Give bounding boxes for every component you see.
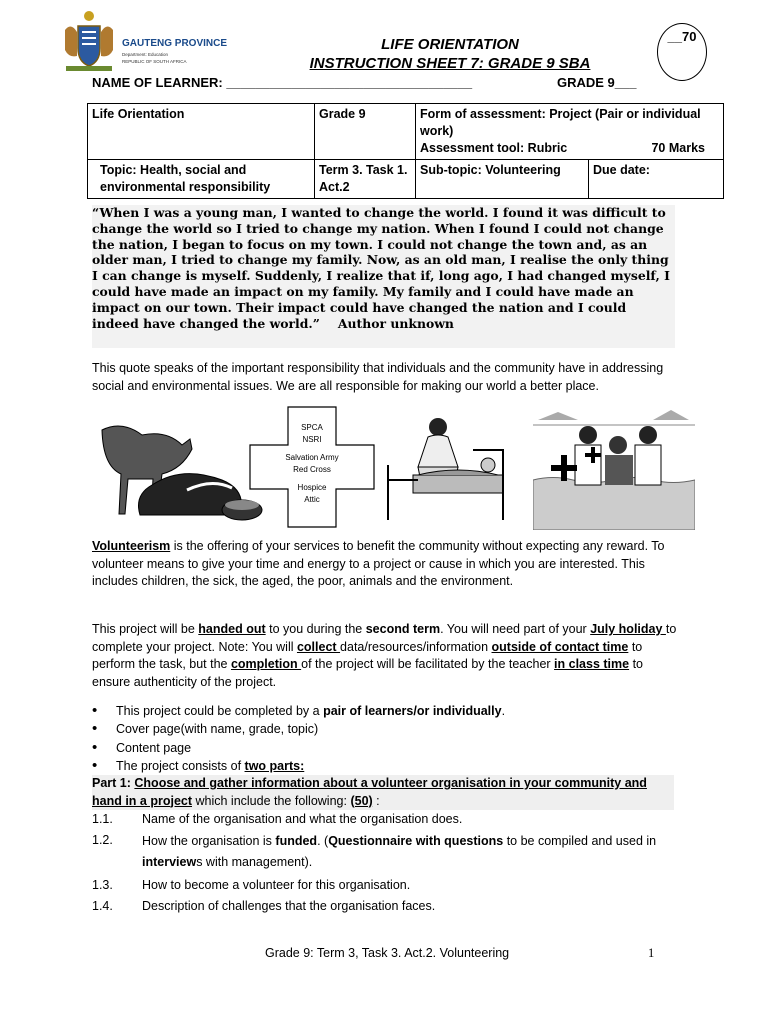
subject-cell: Life Orientation xyxy=(88,104,315,160)
part1-items xyxy=(92,810,692,918)
cross-label-red-cross: Red Cross xyxy=(293,465,331,474)
project-requirements-list xyxy=(92,702,692,775)
list-item: • This project could be completed by a pair of learners/or individually. xyxy=(92,702,692,720)
list-item: 1.2. How the organisation is funded. (Questionnaire with questions to be compiled and used in interviews with management). xyxy=(92,833,657,869)
page-title: LIFE ORIENTATION xyxy=(381,36,519,53)
in-class-time-emphasis: in class time xyxy=(554,657,630,672)
list-item: • The project consists of two parts: xyxy=(92,757,692,775)
form-of-assessment: Form of assessment: Project (Pair or individual work) xyxy=(420,107,701,138)
volunteerism-term: Volunteerism xyxy=(92,539,171,553)
logo-title: GAUTENG PROVINCE xyxy=(122,38,228,49)
outside-contact-time-emphasis: outside of contact time xyxy=(491,639,629,654)
grade-field: GRADE 9___ xyxy=(557,75,637,90)
completion-emphasis: completion xyxy=(230,657,302,672)
page-number: 1 xyxy=(648,946,655,960)
assessment-tool: Assessment tool: Rubric xyxy=(420,141,568,155)
intro-paragraph: This quote speaks of the important responsibility that individuals and the community have in addressing social and environmental issues. We are all responsible for making our world a better place. xyxy=(92,361,664,393)
total-marks: 70 Marks xyxy=(651,141,705,155)
quote-text: “When I was a young man, I wanted to change the world. I found it was difficult to change the world so I tried to change my nation. When I found I could not change the nation, I began to focus on my town. I could not change the town and, as an older man, I tried to change my family. Now, as an old man, I realise the only thing I can change is myself. Suddenly, I realize that if, long ago, I had changed myself, I could have made an impact on my family. My family and I could have made an impact on our town. Their impact could have changed the nation and I could indeed have changed the world.” xyxy=(92,205,670,331)
subtopic-cell: Sub-topic: Volunteering xyxy=(416,160,589,199)
cross-label-attic: Attic xyxy=(304,495,320,504)
handed-out-emphasis: handed out xyxy=(198,622,266,636)
score-circle xyxy=(657,23,707,81)
cross-label-nsri: NSRI xyxy=(302,435,322,444)
july-holiday-emphasis: July holiday xyxy=(590,622,666,636)
due-date-cell: Due date: xyxy=(589,160,724,199)
cross-label-spca: SPCA xyxy=(301,423,323,432)
flood-rescue-illustration xyxy=(533,405,695,530)
assessment-info-table xyxy=(87,103,724,199)
assessment-tool-row xyxy=(420,140,719,157)
list-item: 1.1. Name of the organisation and what the organisation does. xyxy=(92,812,463,826)
quote-author: Author unknown xyxy=(337,315,454,331)
animals-illustration xyxy=(92,405,272,530)
nurse-bed-illustration xyxy=(378,405,513,530)
grade-cell: Grade 9 xyxy=(315,104,416,160)
part1-heading: Part 1: Choose and gather information about a volunteer organisation in your community and hand in a project which include the following: (50) : xyxy=(92,775,674,810)
list-item: • Cover page(with name, grade, topic) xyxy=(92,720,692,738)
list-item: 1.4. Description of challenges that the organisation faces. xyxy=(92,899,436,913)
page-subtitle: INSTRUCTION SHEET 7: GRADE 9 SBA xyxy=(309,55,591,72)
project-paragraph: This project will be handed out to you during the second term. You will need part of your July holiday to complete your project. Note: You will collect data/resources/information outside of contact time to perform the task, but the completion of the project will be facilitated by the teacher in class time to ensure authenticity of the project. xyxy=(92,622,677,689)
topic-cell: Topic: Health, social and environmental responsibility xyxy=(88,160,315,199)
list-item: 1.3. How to become a volunteer for this organisation. xyxy=(92,878,411,892)
logo-country: REPUBLIC OF SOUTH AFRICA xyxy=(122,59,187,64)
score-value: __70 xyxy=(667,29,697,44)
volunteerism-definition: is the offering of your services to benefit the community without expecting any reward. To volunteer means to give your time and energy to a project or cause in which you are interested. This includes children, the sick, the aged, the poor, animals and the environment. xyxy=(92,539,665,589)
page-footer: Grade 9: Term 3, Task 3. Act.2. Volunteering xyxy=(265,946,510,960)
list-item: • Content page xyxy=(92,739,692,757)
coat-of-arms-icon xyxy=(60,8,118,74)
quote-block xyxy=(92,205,675,348)
gauteng-logo xyxy=(60,8,228,74)
second-term-emphasis: second term xyxy=(365,622,441,636)
cross-label-hospice: Hospice xyxy=(297,483,327,492)
learner-name-field: NAME OF LEARNER: __________________________________ xyxy=(92,75,473,90)
logo-dept: Department: Education xyxy=(122,52,169,57)
cross-label-salvation-army: Salvation Army xyxy=(285,453,339,462)
collect-emphasis: collect xyxy=(296,639,341,654)
assessment-cell xyxy=(416,104,724,160)
term-cell: Term 3. Task 1. Act.2 xyxy=(315,160,416,199)
volunteerism-paragraph xyxy=(92,538,682,591)
cross-labels xyxy=(248,422,376,506)
